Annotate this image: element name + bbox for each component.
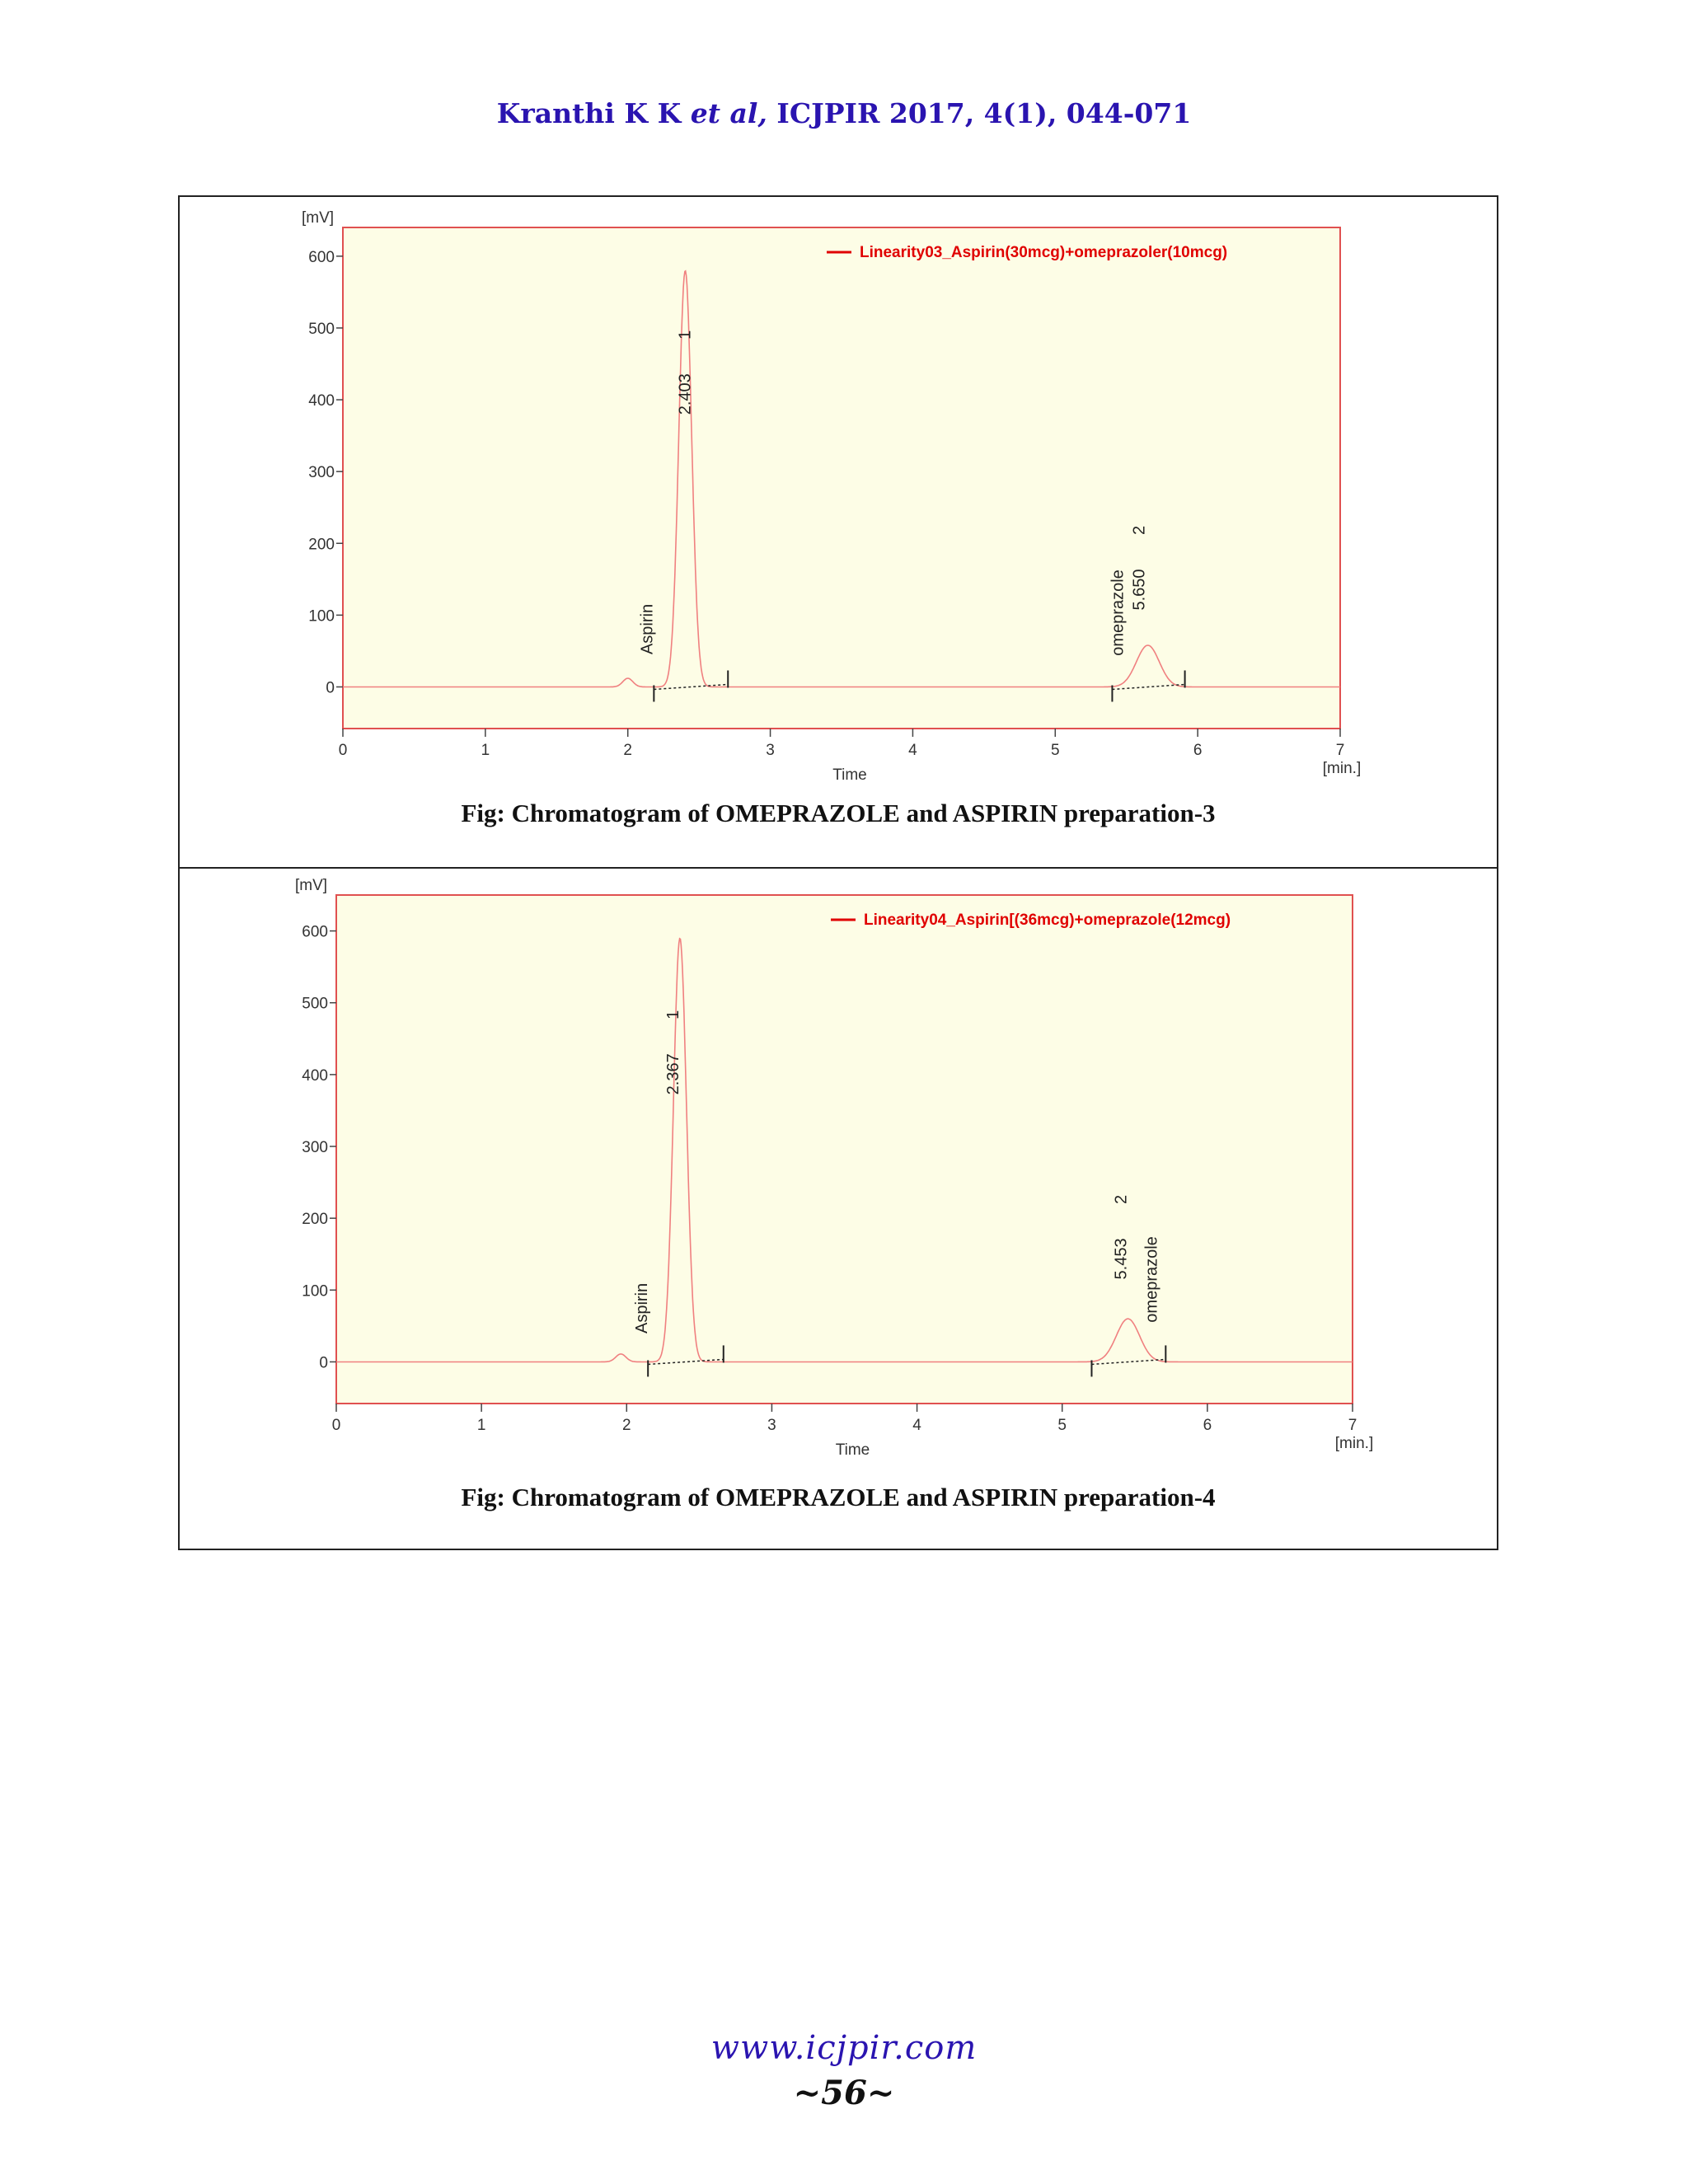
x-tick-label: 0 (338, 742, 348, 759)
peak-compound-label: Aspirin (638, 603, 657, 655)
y-tick-label: 400 (302, 1066, 328, 1085)
header-citation: ICJPIR 2017, 4(1), 044-071 (767, 97, 1192, 129)
y-tick-label: 400 (308, 392, 335, 410)
peak-number: 2 (1112, 1194, 1131, 1205)
y-tick-label: 100 (302, 1282, 328, 1301)
x-tick-label: 5 (1057, 1417, 1067, 1434)
x-axis-label: Time (832, 766, 867, 784)
peak-number: 1 (663, 1010, 682, 1019)
x-tick-label: 3 (767, 1417, 776, 1434)
y-tick-label: 0 (319, 1354, 328, 1372)
peak-retention-time: 2.367 (663, 1053, 682, 1095)
running-header (0, 97, 1688, 129)
footer-url: www.icjpir.com (710, 2029, 978, 2067)
x-axis-unit: [min.] (1322, 760, 1362, 777)
y-tick-label: 200 (302, 1211, 328, 1229)
peak-retention-time: 2.403 (676, 373, 695, 415)
y-tick-label: 300 (302, 1139, 328, 1157)
x-tick-label: 0 (331, 1417, 341, 1434)
x-tick-label: 6 (1203, 1417, 1212, 1434)
x-axis-unit: [min.] (1334, 1435, 1374, 1452)
x-tick-label: 3 (766, 742, 775, 759)
x-tick-label: 6 (1193, 742, 1203, 759)
x-tick-label: 4 (908, 742, 917, 759)
chromatogram-chart-4 (180, 868, 1497, 1494)
figure-caption-3: Fig: Chromatogram of OMEPRAZOLE and ASPIRIN preparation-3 (461, 799, 1216, 827)
header-authors: Kranthi K K (496, 97, 691, 129)
header-etal: et al, (690, 97, 767, 129)
y-tick-label: 500 (302, 995, 328, 1013)
peak-retention-time: 5.650 (1130, 569, 1149, 611)
y-tick-label: 600 (302, 923, 328, 941)
plot-area (343, 227, 1340, 729)
peak-compound-label: omeprazole (1142, 1236, 1161, 1323)
y-tick-label: 200 (308, 536, 335, 554)
x-tick-label: 7 (1348, 1417, 1357, 1434)
x-axis-label: Time (835, 1441, 870, 1459)
y-tick-label: 0 (326, 679, 335, 697)
x-tick-label: 5 (1050, 742, 1060, 759)
peak-compound-label: omeprazole (1109, 569, 1128, 656)
peak-compound-label: Aspirin (633, 1282, 652, 1334)
x-tick-label: 1 (481, 742, 490, 759)
figure-box (178, 195, 1498, 1550)
figure-caption-4: Fig: Chromatogram of OMEPRAZOLE and ASPIRIN preparation-4 (461, 1483, 1216, 1511)
legend-label: Linearity04_Aspirin[(36mcg)+omeprazole(12mcg) (864, 912, 1231, 929)
x-tick-label: 2 (623, 742, 633, 759)
legend-label: Linearity03_Aspirin(30mcg)+omeprazoler(10mcg) (860, 244, 1228, 261)
y-tick-label: 100 (308, 607, 335, 626)
y-tick-label: 600 (308, 248, 335, 266)
plot-area (336, 895, 1353, 1404)
chromatogram-chart-3 (180, 197, 1497, 823)
x-tick-label: 4 (912, 1417, 921, 1434)
x-tick-label: 7 (1335, 742, 1345, 759)
y-tick-label: 500 (308, 320, 335, 338)
peak-retention-time: 5.453 (1112, 1238, 1131, 1280)
x-tick-label: 1 (476, 1417, 486, 1434)
y-tick-label: 300 (308, 464, 335, 482)
y-axis-label: [mV] (295, 877, 328, 894)
x-tick-label: 2 (621, 1417, 631, 1434)
peak-number: 2 (1130, 525, 1149, 536)
y-axis-label: [mV] (302, 209, 335, 227)
page-number: ~56~ (793, 2074, 895, 2112)
peak-number: 1 (676, 330, 695, 340)
